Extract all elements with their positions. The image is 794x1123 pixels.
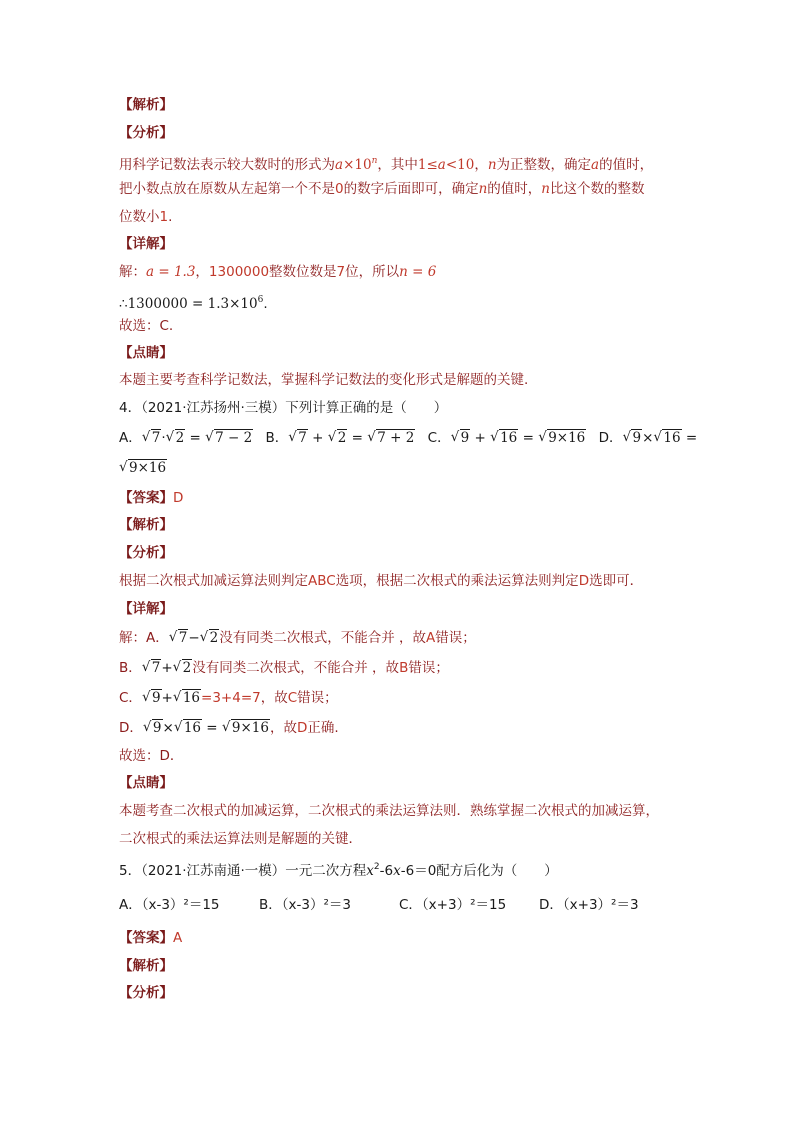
heading-xiangjie: 【详解】 [119, 236, 173, 252]
q4-heading-dianjing: 【点睛】 [119, 775, 173, 791]
comment-line: 本题主要考查科学记数法，掌握科学记数法的变化形式是解题的关键. [119, 372, 529, 388]
q4-heading-xiangjie: 【详解】 [119, 601, 173, 617]
q4-solution-c: C．√ 9+√ 16=3+4=7，故C错误； [119, 688, 338, 708]
q4-solution-d: D．√ 9×√ 16 = √ 9×16，故D正确. [119, 718, 339, 738]
q5-heading-jiexi: 【解析】 [119, 958, 173, 974]
analysis-line-3: 位数小1. [119, 209, 173, 225]
heading-dianjing: 【点睛】 [119, 345, 173, 361]
q4-option-d: D．√ 9×√ 16 = [599, 428, 698, 448]
q4-option-c: C．√ 9 + √ 16 = √ 9×16 [428, 428, 587, 448]
solution-line-1: 解：a = 1.3，1300000整数位数是7位，所以n = 6 [119, 264, 437, 280]
q4-solution-a: 解：A．√ 7−√ 2没有同类二次根式，不能合并 ，故A错误； [119, 628, 476, 648]
q4-options [119, 428, 705, 448]
q4-choose: 故选：D． [119, 748, 184, 764]
solution-line-2: ∴1300000 = $1.3\times 10^6$. [119, 295, 268, 312]
heading-fenxi: 【分析】 [119, 125, 173, 141]
q4-stem: 4．（2021·江苏扬州·三模）下列计算正确的是（ ） [119, 400, 448, 416]
q4-answer: 【答案】D [119, 490, 184, 506]
choose-line: 故选：C. [119, 318, 174, 334]
q5-option-d: D．（x+3）²＝3 [539, 897, 639, 913]
q5-option-a: A．（x-3）²＝15 [119, 897, 220, 913]
q4-heading-jiexi: 【解析】 [119, 517, 173, 533]
q5-options [119, 895, 659, 915]
q5-option-b: B．（x-3）²＝3 [259, 897, 351, 913]
q4-option-d-continued: √ 9×16 [119, 458, 167, 478]
q5-stem: 5．（2021·江苏南通·一模）一元二次方程$x^2-6x-6=0$配方后化为（ ） [119, 862, 558, 879]
q5-heading-fenxi: 【分析】 [119, 985, 173, 1001]
analysis-line-2: 把小数点放在原数从左起第一个不是0的数字后面即可，确定n的值时，n比这个数的整数 [119, 181, 645, 197]
q4-option-b: B．√ 7 + √ 2 = √ 7 + 2 [266, 428, 416, 448]
q4-heading-fenxi: 【分析】 [119, 545, 173, 561]
q4-comment-2: 二次根式的乘法运算法则是解题的关键． [119, 831, 362, 847]
q4-option-a: A．√ 7·√ 2 = √ 7 − 2 [119, 428, 253, 448]
q4-comment-1: 本题考查二次根式的加减运算，二次根式的乘法运算法则．熟练掌握二次根式的加减运算， [119, 803, 659, 819]
q5-answer: 【答案】A [119, 930, 183, 946]
q5-option-c: C．（x+3）²＝15 [399, 897, 507, 913]
analysis-line-1: 用科学记数法表示较大数时的形式为$a\times 10^n$，其中1≤a<10，n为正整数，确定a的值时， [119, 156, 654, 173]
q4-solution-b: B．√ 7+√ 2没有同类二次根式，不能合并 ，故B错误； [119, 658, 449, 678]
q4-analysis: 根据二次根式加减运算法则判定ABC选项，根据二次根式的乘法运算法则判定D选即可． [119, 573, 644, 589]
heading-jiexi: 【解析】 [119, 97, 173, 113]
